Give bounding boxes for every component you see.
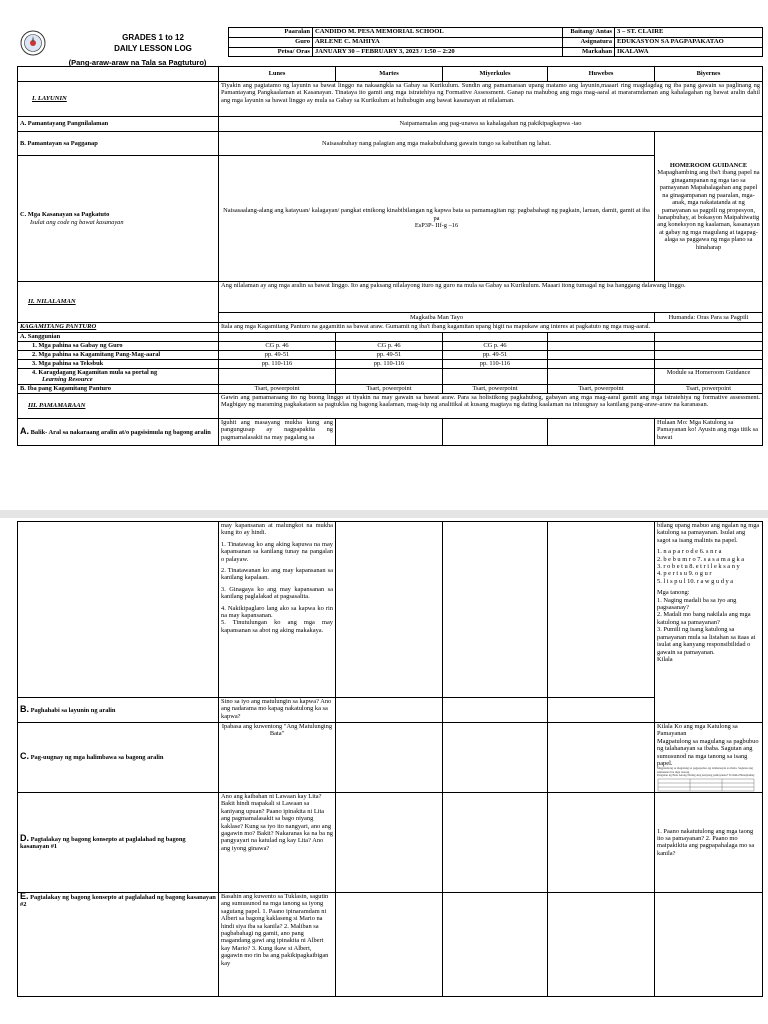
- page-gap: [0, 510, 768, 518]
- pamamaraan-heading: III. PAMAMARAAN: [28, 402, 86, 410]
- jumbled-row-1: 1. n a p a r o d e 6. s n r a: [657, 548, 722, 556]
- teksbuk-lunes: pp. 110-116: [219, 360, 336, 369]
- balik-aral-biyernes: Hulaan Mo: Mga Katulong sa Pamayanan ko! Ayusin ang mga titik sa bawat: [655, 419, 763, 446]
- balik-aral-label: Balik- Aral sa nakaraang aralin at/o pagsisimula ng bagong aralin: [30, 428, 211, 436]
- pangungusap-4: 4. Nakikipaglaro lang ako sa kapwa ko rin na may kapansanan.: [221, 604, 333, 620]
- deped-seal-icon: [20, 30, 46, 56]
- paghahabi-label: Paghahabi sa layunin ng aralin: [30, 706, 116, 714]
- baitang-label: Baitang/ Antas: [563, 28, 615, 38]
- day-biyernes: Biyernes: [655, 67, 763, 82]
- pagtalakay-1-letter: D.: [20, 832, 29, 843]
- nilalaman-heading: II. NILALAMAN: [28, 298, 76, 306]
- balik-aral-letter: A.: [20, 425, 29, 436]
- tanong-2: 2. Madali mo bang nakilala ang mga katulong sa pamayanan?: [657, 611, 751, 626]
- homeroom-text: Mapaghambing ang iba't ibang papel na ginagampanan ng mga tao sa pamayanan Mapahalagahan ang papel na ginagampanan ng paaralan, mga-anak, mga nakatatanda at ng pamayanan sa pagpili ng propesyon, hanapbuhay, at bokasyon Maipahiwatig ang koneksyon ng kaalaman, kasanayan at gabay ng mga magulang at tagapag-alaga sa paggawa ng mga plano sa hinaharap: [657, 169, 760, 251]
- kasanayan-text: Naisasaalang-alang ang katayuan/ kalagayan/ pangkat etnikong kinabibilangan ng kapwa bata sa pamamagitan ng: pagbabahagi ng pagkain, laruan, damit, gamit at iba pa: [223, 207, 650, 222]
- pangungusap-3: 3. Ginagaya ko ang may kapansanan sa kanilang paglalakad at pagsasalita.: [221, 585, 333, 601]
- asignatura-value: EDUKASYON SA PAGPAPAKATAO: [615, 37, 763, 47]
- homeroom-title: HOMEROOM GUIDANCE: [669, 162, 748, 170]
- jumbled-row-4: 4. p e r t s u 9. o g u r: [657, 570, 712, 578]
- markahan-value: IKALAWA: [615, 47, 763, 57]
- iba-pang-biyernes: Tsart, powerpoint: [655, 385, 763, 394]
- balik-aral-lunes-continued: [219, 522, 336, 698]
- mini-table-header: Pangalan ng Bata Anong Dating Ang kanyang pamayanan? Trabaho/Hanapbuhay: [657, 773, 755, 778]
- kasanayan-label: C. Mga Kasanayan sa Pagkatuto: [20, 211, 110, 219]
- pamamaraan-text: Gawin ang pamamaraang ito ng buong linggo at tiyakin na may gawain sa bawat araw. Para sa holistikong pagkahubog, gabayan ang mga mag-aaral gamit ang mga istratehiya ng formative assessment. Magbigay ng maraming pagkakataon sa pagtuklas ng bagong kaalaman, mag-isip ng analitikal at kusang magtaya ng dating kaalaman na iniuugnay sa kanilang pang-araw-araw na karanasan.: [219, 394, 763, 419]
- pag-uugnay-lunes: Ipabasa ang kuwentong "Ang Matulunging Bata": [219, 723, 336, 793]
- day-lunes: Lunes: [219, 67, 336, 82]
- teksbuk-label: 3. Mga pahina sa Teksbuk: [18, 360, 219, 369]
- iba-pang-lunes: Tsart, powerpoint: [219, 385, 336, 394]
- baitang-value: 3 – ST. CLAIRE: [615, 28, 763, 38]
- nilalaman-friday-topic: Humanda: Oras Para sa Pagpili: [655, 313, 763, 323]
- tanong-3: 3. Pumili ng isang katulong sa pamayanan mula sa listahan sa itaas at isulat ang kanyang responsibilidad o gawain sa pamayanan.: [657, 626, 756, 656]
- cont-intro: may kapansanan at malungkot na mukha kung ito ay hindi.: [221, 522, 333, 537]
- tanong-label: Mga tanong:: [657, 589, 690, 597]
- paaralan-value: CANDIDO M. PESA MEMORIAL SCHOOL: [313, 28, 563, 38]
- day-martes: Martes: [336, 67, 443, 82]
- karagdagang-sub: Learning Resource: [42, 376, 93, 384]
- layunin-text: Tiyakin ang pagtatamo ng layunin sa bawat linggo na nakaangkla sa Gabay sa Kurikulum. Sundin ang pamamaraan upang matamo ang layunin,maaari ring magdagdag ng iba pang gawain sa paglinang ng Pamantayang Pangkaalaman at Kasanayan. Tinataya ito gamit ang mga istratehiya ng Formative Assessment. Ganap na mahubog ang mga mag-aaral at mararamdaman ang kahalagahan ng bawat aralin dahil ang mga layunin sa bawat linggo ay mula sa Gabay sa Kurikulum at huhubugin ang bawat kasanayan at nilalaman.: [219, 82, 763, 117]
- title-grades: GRADES 1 to 12: [122, 33, 184, 42]
- kasanayan-sub: Isulat ang code ng bawat kasanayan: [30, 218, 124, 226]
- teksbuk-martes: pp. 110-116: [336, 360, 443, 369]
- pangungusap-5: 5. Tinutulungan ko ang mga may kapansanan sa abot ng aking makakaya.: [221, 619, 333, 634]
- pag-uugnay-letter: C.: [20, 751, 29, 762]
- kilala-ko-text: Kilala Ko ang mga Katulong sa Pamayanan: [657, 723, 738, 738]
- friday-cont-text: bilang upang mabuo ang ngalan ng mga katulong sa pamayanan. Isulat ang sagot sa isang malinis na papel.: [657, 522, 760, 544]
- day-huwebes: Huwebes: [548, 67, 655, 82]
- lesson-log-table-continued: [17, 521, 763, 997]
- pagtalakay-1-biyernes: 1. Paano nakatutulong ang mga taong ito sa pamayanan? 2. Paano mo maipakikita ang pagpapahalaga mo sa kanila?: [655, 792, 763, 892]
- pagtalakay-2-letter: E.: [20, 892, 29, 901]
- pagtalakay-1-lunes: Ano ang kaibahan ni Lawaan kay Lita? Bakit hindi mapakali si Lawaan sa kaniyang upuan? Paano ipinakita ni Lita ang pagmamalasakit sa bago niyang kaklase? Kung sa iyo ito nangyari, ano ang gagawin mo? Bakit? Nakaranas ka na ba ng pangyayari na katulad ng kay Lita? Ano ang iyong ginawa?: [219, 792, 336, 892]
- guro-label: Guro: [229, 37, 313, 47]
- layunin-heading: I. LAYUNIN: [32, 95, 67, 103]
- pangungusap-2: 2. Tinatawanan ko ang may kapansanan sa kanilang kapalaan.: [221, 567, 333, 582]
- jumbled-row-2: 2. b e b u m r o 7. s a s a m a g k a: [657, 555, 745, 563]
- mini-table-caption: Magpatulong sa magulang sa pagpapabuo ng talahanayan sa ibaba. Sagutan ang sumusunod na mga tanong.: [657, 766, 753, 774]
- pangnilalaman-text: Naipamamalas ang pag-unawa sa kahalagahan ng pakikipagkapwa -tao: [219, 117, 763, 132]
- page-one: [0, 0, 768, 510]
- pangungusap-1: 1. Tinatawag ko ang aking kapuwa na may kapansanan sa kanilang tunay na pangalan o palayaw.: [221, 540, 333, 563]
- nilalaman-topic: Magkaiba Man Tayo: [219, 313, 655, 323]
- gabay-guro-miyerkules: CG p. 46: [443, 342, 548, 351]
- kagamitang-mag-aaral-label: 2. Mga pahina sa Kagamitang Pang-Mag-aaral: [18, 351, 219, 360]
- pag-uugnay-cell: [18, 723, 219, 793]
- page-two: [0, 518, 768, 1024]
- jumbled-row-5: 5. l i s p u l 10. r a w g u d y a: [657, 577, 734, 585]
- gabay-guro-martes: CG p. 46: [336, 342, 443, 351]
- pagtalakay-1-label: Pagtalakay ng bagong konsepto at paglalahad ng bagong kasanayan #1: [20, 835, 186, 850]
- homeroom-guidance-cell: [655, 132, 763, 282]
- biyernes-continued: [655, 522, 763, 723]
- kagamitang-miyerkules: pp. 49-51: [443, 351, 548, 360]
- iba-pang-martes: Tsart, powerpoint: [336, 385, 443, 394]
- form-subtitle: (Pang-araw-araw na Tala sa Pagtuturo): [68, 58, 207, 67]
- pagganap-text: Naisasabuhay nang palagian ang mga makabuluhang gawain tungo sa kabutihan ng lahat.: [219, 132, 655, 156]
- pagtalakay-1-cell: [18, 792, 219, 892]
- module-homeroom: Module sa Homeroom Guidance: [655, 369, 763, 385]
- karagdagang-label: 4. Karagdagang Kagamitan mula sa portal ng: [32, 369, 158, 376]
- day-miyerkules: Miyerkules: [443, 67, 548, 82]
- form-title: [78, 33, 228, 54]
- title-dll: DAILY LESSON LOG: [114, 43, 192, 53]
- gabay-guro-label: 1. Mga pahina sa Gabay ng Guro: [18, 342, 219, 351]
- kagamitan-text: Itala ang mga Kagamitang Panturo na gagamitin sa bawat araw. Gumamit ng iba't ibang kagamitan upang higit na mapukaw ang interes at pagkatuto ng mga mag-aaral.: [219, 323, 763, 333]
- corner-cell: [18, 67, 219, 82]
- gabay-guro-lunes: CG p. 46: [219, 342, 336, 351]
- jumbled-row-3: 3. r o b e t u 8. e t r i l e k s a n y: [657, 563, 740, 571]
- pagganap-label: B. Pamantayan sa Pagganap: [18, 132, 219, 156]
- kasanayan-code: EsP3P- IIf-g –16: [414, 222, 459, 230]
- paaralan-label: Paaralan: [229, 28, 313, 38]
- petsa-value: JANUARY 30 – FEBRUARY 3, 2023 / 1:50 – 2:20: [313, 47, 563, 57]
- pangnilalaman-label: A. Pamantayang Pangnilalaman: [18, 117, 219, 132]
- kasanayan-label-cell: [18, 156, 219, 282]
- paghahabi-letter: B.: [20, 703, 29, 714]
- markahan-label: Markahan: [563, 47, 615, 57]
- guro-value: ARLENE C. MAHIYA: [313, 37, 563, 47]
- header-info-table: [228, 27, 763, 57]
- pagtalakay-2-lunes: Basahin ang kuwento sa Tuklasin, sagutin ang sumusunod na mga tanong sa iyong sagutang papel. 1. Paano ipinaramdam ni Albert sa bagong kaklaseng si Mario na hindi siya iba sa kanila? 2. Maliban sa pagbabahagi ng gamit, ano pang magandang gawi ang ipinakita ni Albert kay Mario? 3. Kung ikaw si Albert, gagawin mo rin ba ang pakikipagkaibigan kay: [219, 892, 336, 996]
- asignatura-label: Asignatura: [563, 37, 615, 47]
- nilalaman-text: Ang nilalaman ay ang mga aralin sa bawat linggo. Ito ang paksang nilalayong ituro ng guro na mula sa Gabay sa Kurikulum. Maaari itong tumagal ng isa hanggang dalawang linggo.: [219, 282, 763, 313]
- lesson-log-table: [17, 66, 763, 446]
- kilala-text: Kilala: [657, 655, 673, 663]
- mini-table-grid: [657, 778, 755, 792]
- balik-aral-lunes: Iguhit ang masayang mukha kung ang pangungusap ay nagpapakita ng pagmamalasakit na may pagalang sa: [219, 419, 336, 446]
- paghahabi-cell: [18, 698, 219, 723]
- petsa-label: Petsa/ Oras: [229, 47, 313, 57]
- pagtalakay-2-label: Pagtalakay ng bagong konsepto at paglalahad ng bagong kasanayan #2: [20, 893, 216, 909]
- teksbuk-miyerkules: pp. 110-116: [443, 360, 548, 369]
- pag-uugnay-label: Pag-uugnay ng mga halimbawa sa bagong aralin: [30, 754, 164, 762]
- paghahabi-lunes: Sino sa iyo ang matulungin sa kapwa? Ano ang nadarama mo kapag nakatulong ka sa kapwa?: [219, 698, 336, 723]
- iba-pang-huwebes: Tsart, powerpoint: [548, 385, 655, 394]
- kagamitan-heading: KAGAMITANG PANTURO: [20, 323, 97, 330]
- tanong-1: 1. Naging madali ba sa iyo ang pagsasanay?: [657, 596, 737, 612]
- iba-pang-miyerkules: Tsart, powerpoint: [443, 385, 548, 394]
- magpatulong-text: Magpatulong sa magulang sa pagbubuo ng talahanayan sa ibaba. Sagutan ang sumusunod na mga tanong sa isang papel.: [657, 737, 759, 768]
- karagdagang-kagamitan-cell: [18, 369, 219, 385]
- sanggunian-label: A. Sanggunian: [18, 333, 219, 342]
- kasanayan-text-cell: [219, 156, 655, 282]
- kagamitang-lunes: pp. 49-51: [219, 351, 336, 360]
- kagamitang-martes: pp. 49-51: [336, 351, 443, 360]
- pagtalakay-2-cell: [18, 892, 219, 996]
- iba-pang-kagamitan-label: B. Iba pang Kagamitang Panturo: [18, 385, 219, 394]
- balik-aral-cell: [18, 419, 219, 446]
- pag-uugnay-biyernes: [655, 723, 763, 793]
